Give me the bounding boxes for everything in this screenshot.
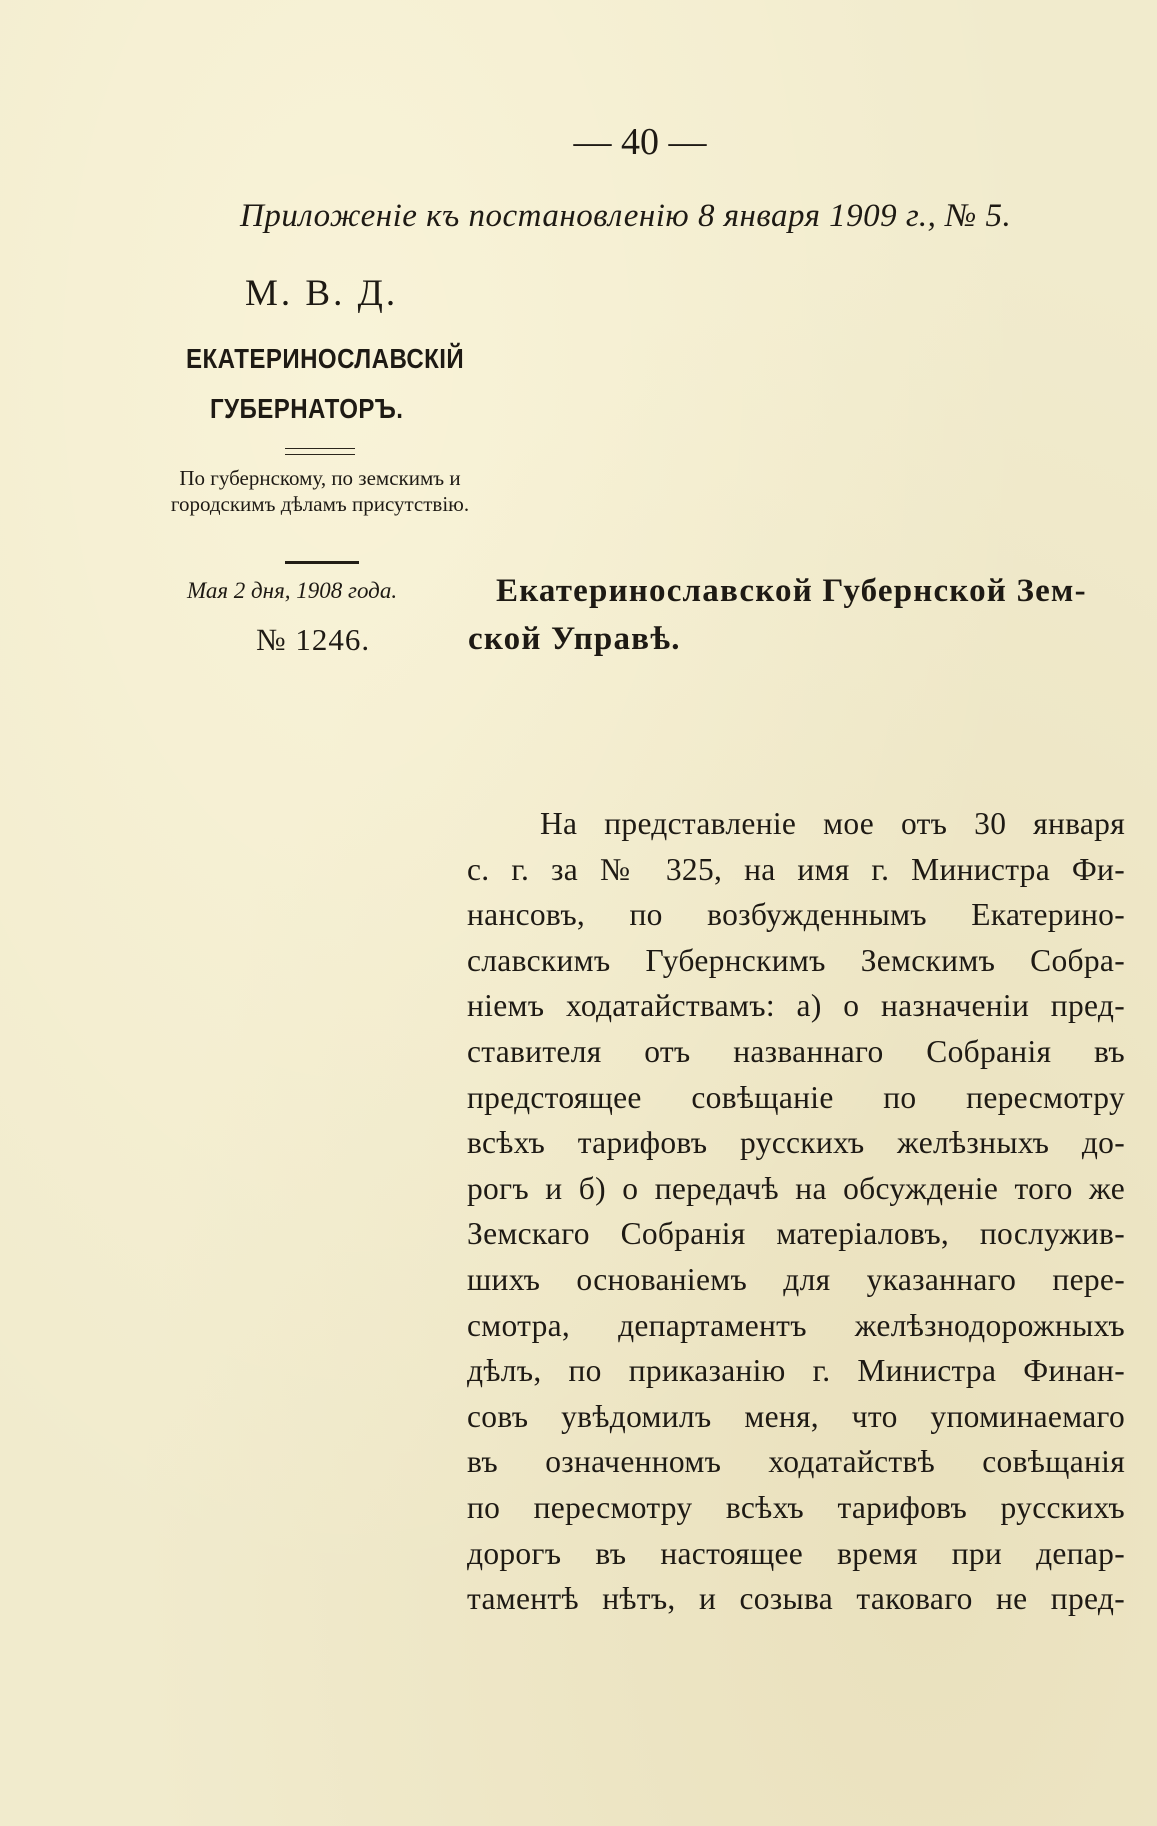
- body-line: таментѣ нѣтъ, и созыва таковаго не пред-: [467, 1581, 1125, 1617]
- letter-number: № 1246.: [256, 622, 371, 657]
- addressee-line-2: ской Управѣ.: [468, 621, 681, 657]
- letter-date: Мая 2 дня, 1908 года.: [187, 578, 398, 603]
- double-rule-bottom: [285, 454, 355, 455]
- body-line: На представленiе мое отъ 30 января: [540, 806, 1125, 841]
- body-line: въ означенномъ ходатайствѣ совѣщанiя: [467, 1444, 1125, 1480]
- body-line: совъ увѣдомилъ меня, что упоминаемаго: [467, 1398, 1125, 1434]
- double-rule-top: [285, 448, 355, 449]
- body-line: всѣхъ тарифовъ русскихъ желѣзныхъ до-: [467, 1125, 1125, 1161]
- addressee-line-1: Екатеринославской Губернской Зем-: [496, 573, 1087, 609]
- body-line: ставителя отъ названнаго Собранiя въ: [467, 1033, 1125, 1069]
- body-line: дѣлъ, по приказанiю г. Министра Финан-: [467, 1353, 1125, 1389]
- body-line: славскимъ Губернскимъ Земскимъ Собра-: [467, 942, 1125, 978]
- body-line: нiемъ ходатайствамъ: а) о назначенiи пред-: [467, 988, 1125, 1024]
- body-line: предстоящее совѣщанiе по пересмотру: [467, 1079, 1125, 1115]
- body-line: по пересмотру всѣхъ тарифовъ русскихъ: [467, 1489, 1125, 1525]
- body-line: рогъ и б) о передачѣ на обсужденiе того же: [467, 1170, 1125, 1206]
- body-line: шихъ основанiемъ для указаннаго пере-: [467, 1261, 1125, 1297]
- governor-title-line-1: ЕКАТЕРИНОСЛАВСКIЙ: [186, 343, 465, 374]
- thick-rule: [285, 561, 359, 564]
- governor-title-line-2: ГУБЕРНАТОРЪ.: [210, 393, 404, 424]
- ministry-abbreviation: М. В. Д.: [245, 273, 399, 314]
- letter-body: [467, 801, 1125, 1622]
- body-line: с. г. за № 325, на имя г. Министра Фи-: [467, 851, 1125, 887]
- body-line: смотра, департаментъ желѣзнодорожныхъ: [467, 1307, 1125, 1343]
- page-number: — 40 —: [573, 121, 707, 163]
- body-line: Земскаго Собранiя матерiаловъ, послужив-: [467, 1216, 1125, 1252]
- appendix-heading: Приложенiе къ постановленiю 8 января 1909 г., № 5.: [240, 198, 1012, 234]
- department-note: По губернскому, по земскимъ и городскимъ дѣламъ присутствiю.: [170, 466, 470, 516]
- body-line: нансовъ, по возбужденнымъ Екатерино-: [467, 897, 1125, 933]
- body-line: дорогъ въ настоящее время при депар-: [467, 1535, 1125, 1571]
